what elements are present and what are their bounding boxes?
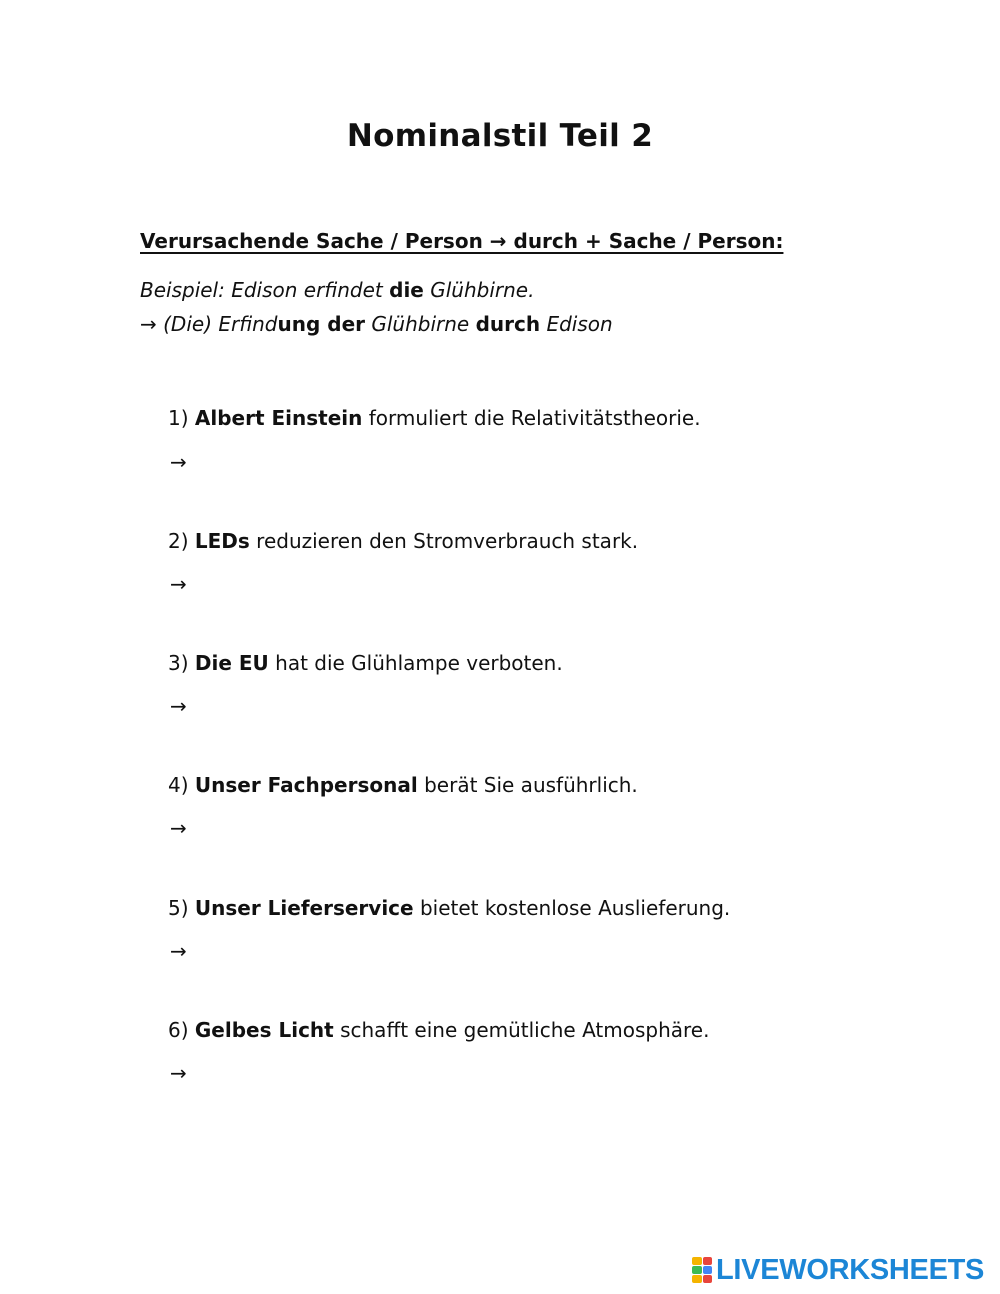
arrow-icon: → [170, 694, 187, 718]
task-text: berät Sie ausführlich. [417, 773, 638, 797]
task-6 [168, 1018, 709, 1042]
logo-block [703, 1266, 713, 1274]
example-prefix: Beispiel: Edison erfindet [140, 278, 390, 302]
task-1 [168, 406, 701, 430]
liveworksheets-logo [692, 1253, 984, 1287]
task-subject: Gelbes Licht [194, 1018, 334, 1042]
task-subject: Unser Lieferservice [194, 896, 414, 920]
example-solution-part: Glühbirne [365, 312, 476, 336]
liveworksheets-wordmark: LIVEWORKSHEETS [716, 1253, 985, 1286]
task-4 [168, 773, 638, 797]
task-text: hat die Glühlampe verboten. [268, 651, 563, 675]
logo-block [692, 1275, 702, 1283]
example-solution-part: Edison [540, 312, 613, 336]
answer-input-2[interactable] [196, 570, 800, 598]
task-text: formuliert die Relativitätstheorie. [362, 406, 701, 430]
task-subject: Die EU [194, 651, 269, 675]
answer-input-1[interactable] [196, 448, 800, 476]
arrow-icon: → [170, 816, 187, 840]
arrow-icon: → [170, 572, 187, 596]
section-heading: Verursachende Sache / Person → durch + Sache / Person: [140, 229, 784, 253]
task-3 [168, 651, 563, 675]
arrow-icon: → [140, 312, 157, 336]
task-number: 5) [168, 896, 189, 920]
task-2 [168, 529, 638, 553]
task-text: bietet kostenlose Auslieferung. [413, 896, 731, 920]
task-5 [168, 896, 730, 920]
page-title: Nominalstil Teil 2 [346, 118, 654, 154]
example-solution-bold: ung der [277, 312, 365, 336]
arrow-icon: → [170, 939, 187, 963]
task-text: reduzieren den Stromverbrauch stark. [249, 529, 639, 553]
example-sentence [140, 278, 534, 302]
task-subject: Albert Einstein [194, 406, 363, 430]
task-number: 3) [168, 651, 189, 675]
example-solution [140, 312, 613, 336]
arrow-icon: → [170, 1061, 187, 1085]
arrow-icon: → [170, 450, 187, 474]
task-number: 2) [168, 529, 189, 553]
logo-block [703, 1275, 713, 1283]
example-solution-part: (Die) Erfind [156, 312, 278, 336]
task-number: 6) [168, 1018, 189, 1042]
answer-input-5[interactable] [196, 937, 800, 965]
task-subject: Unser Fachpersonal [194, 773, 418, 797]
logo-block [692, 1257, 702, 1265]
answer-input-6[interactable] [196, 1059, 800, 1087]
logo-block [692, 1266, 702, 1274]
task-subject: LEDs [194, 529, 250, 553]
liveworksheets-mark-icon [692, 1257, 712, 1283]
example-suffix: Glühbirne. [423, 278, 535, 302]
answer-input-3[interactable] [196, 692, 800, 720]
answer-input-4[interactable] [196, 814, 800, 842]
example-bold-article: die [389, 278, 424, 302]
example-solution-bold: durch [475, 312, 541, 336]
task-text: schafft eine gemütliche Atmosphäre. [333, 1018, 710, 1042]
task-number: 4) [168, 773, 189, 797]
task-number: 1) [168, 406, 189, 430]
logo-block [703, 1257, 713, 1265]
